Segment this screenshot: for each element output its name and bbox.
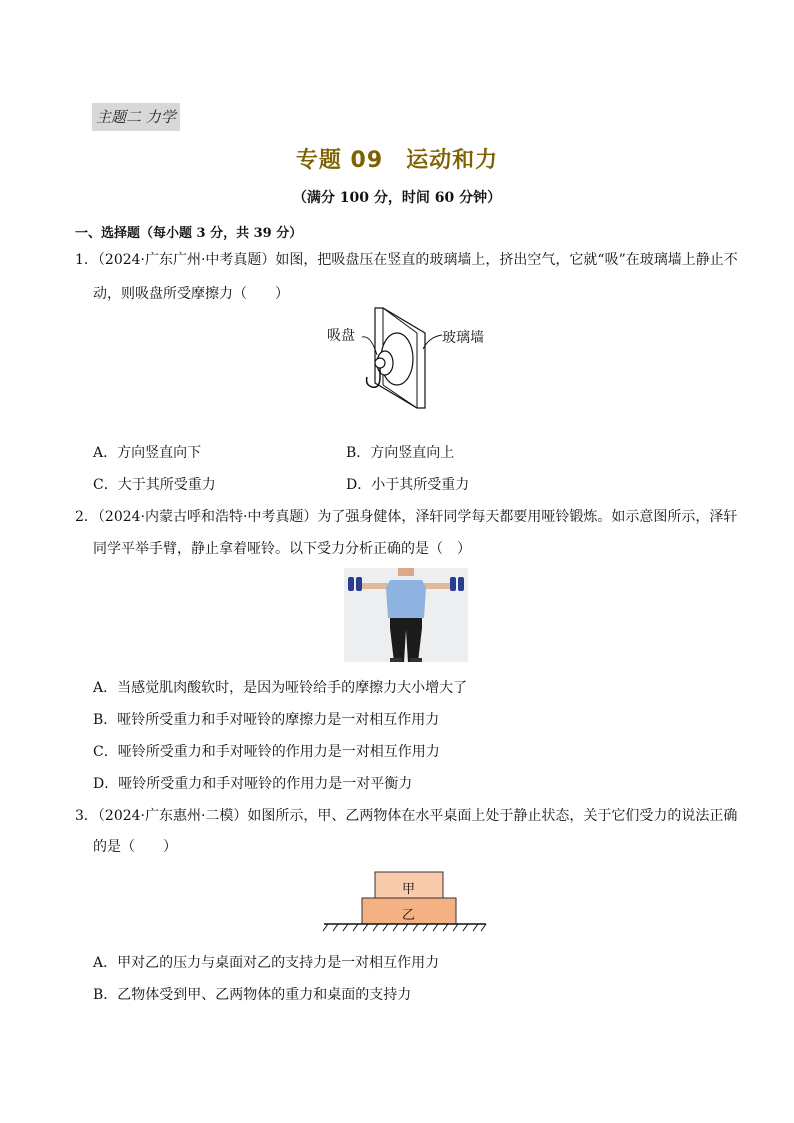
suction-cup-label: 吸盘: [327, 328, 355, 344]
glass-wall-label: 玻璃墙: [442, 330, 484, 346]
question-1-stem-line2: 动，则吸盘所受摩擦力（ ）: [93, 286, 289, 302]
blocks-figure: [320, 870, 490, 932]
question-1-stem-line1: 1．（2024·广东广州·中考真题）如图，把吸盘压在竖直的玻璃墙上，挤出空气，它就“吸”在玻璃墙上静止不: [75, 252, 738, 268]
block-yi-label: 乙: [402, 908, 416, 923]
q1-option-c: C．大于其所受重力: [93, 477, 216, 493]
q2-option-b: B．哑铃所受重力和手对哑铃的摩擦力是一对相互作用力: [93, 712, 440, 728]
q2-option-c: C．哑铃所受重力和手对哑铃的作用力是一对相互作用力: [93, 744, 440, 760]
section-heading: 一、选择题（每小题 3 分，共 39 分）: [75, 226, 303, 241]
question-2-stem-line2: 同学平举手臂，静止拿着哑铃。以下受力分析正确的是（ ）: [93, 541, 471, 557]
suction-cup-figure: [325, 305, 495, 415]
q1-option-a: A．方向竖直向下: [93, 445, 202, 461]
question-3-stem-line1: 3．（2024·广东惠州·二模）如图所示，甲、乙两物体在水平桌面上处于静止状态，关于它们受力的说法正确: [75, 808, 738, 824]
suction-cup-diagram: [325, 305, 495, 415]
person-holding-dumbbells: [344, 568, 468, 662]
q2-option-d: D．哑铃所受重力和手对哑铃的作用力是一对平衡力: [93, 776, 413, 792]
block-jia-label: 甲: [402, 882, 416, 897]
dumbbell-photo: [344, 568, 468, 662]
topic-tag: 主题二 力学: [92, 103, 180, 131]
question-3-stem-line2: 的是（ ）: [93, 839, 177, 855]
q2-option-a: A．当感觉肌肉酸软时，是因为哑铃给手的摩擦力大小增大了: [93, 680, 468, 696]
q1-option-d: D．小于其所受重力: [346, 477, 470, 493]
page-subtitle: （满分 100 分，时间 60 分钟）: [292, 190, 502, 206]
q1-option-b: B．方向竖直向上: [346, 445, 455, 461]
question-2-stem-line1: 2．（2024·内蒙古呼和浩特·中考真题）为了强身健体，泽轩同学每天都要用哑铃锻炼。如示意图所示，泽轩: [75, 509, 738, 525]
q3-option-a: A．甲对乙的压力与桌面对乙的支持力是一对相互作用力: [93, 955, 440, 971]
page-title: 专题 09 运动和力: [295, 148, 499, 173]
q3-option-b: B．乙物体受到甲、乙两物体的重力和桌面的支持力: [93, 987, 412, 1003]
